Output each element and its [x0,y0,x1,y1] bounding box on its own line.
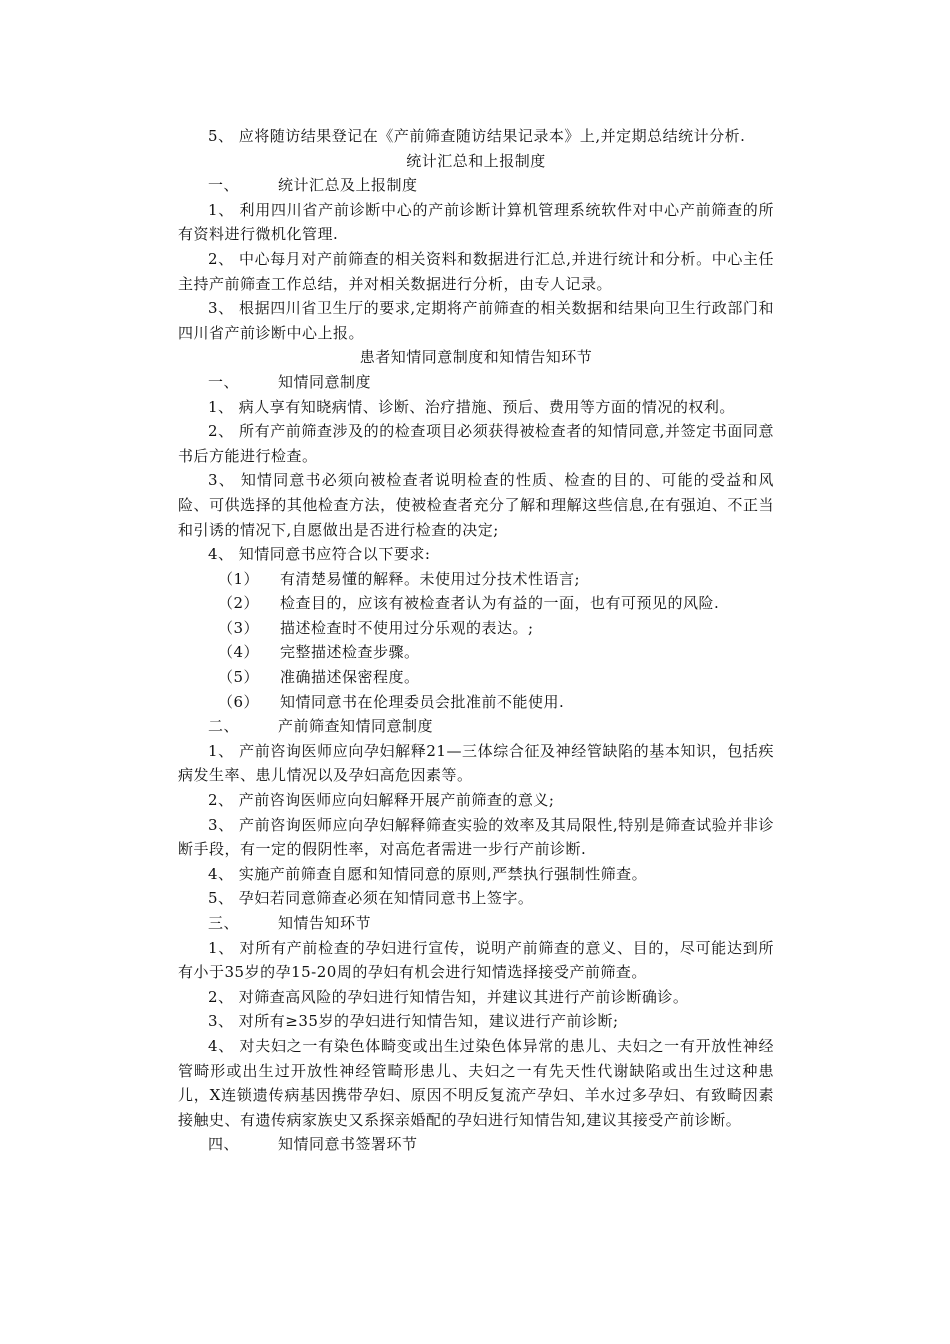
paragraph-screening-5: 5、 孕妇若同意筛查必须在知情同意书上签字。 [208,889,534,908]
paragraph-consent-3: 3、 知情同意书必须向被检查者说明检查的性质、检查的目的、可能的受益和风险、可供选择的其他检查方法，使被检查者充分了解和理解这些信息,在有强迫、不正当和引诱的情况下,自愿做出是否进行检查的决定; [178,471,774,539]
list-item-requirement-2: （2） 检查目的，应该有被检查者认为有益的一面，也有可预见的风险. [218,594,720,613]
paragraph-screening-2: 2、 产前咨询医师应向妇解释开展产前筛查的意义; [208,791,555,810]
heading-statistics-reporting: 统计汇总和上报制度 [406,151,546,170]
section-1-consent-system: 一、 知情同意制度 [208,372,372,391]
list-item-requirement-3: （3） 描述检查时不使用过分乐观的表达。; [218,618,534,637]
paragraph-screening-1: 1、 产前咨询医师应向孕妇解释21—三体综合征及神经管缺陷的基本知识，包括疾病发生率、患儿情况以及孕妇高危因素等。 [178,741,774,785]
section-2-screening-consent: 二、 产前筛查知情同意制度 [208,717,434,736]
section-4-signing: 四、 知情同意书签署环节 [208,1135,418,1154]
list-item-requirement-6: （6） 知情同意书在伦理委员会批准前不能使用. [218,692,565,711]
heading-informed-consent: 患者知情同意制度和知情告知环节 [359,348,593,367]
list-item-requirement-1: （1） 有清楚易懂的解释。未使用过分技术性语言; [218,569,581,588]
paragraph-notify-3: 3、 对所有≥35岁的孕妇进行知情告知，建议进行产前诊断; [208,1012,619,1031]
paragraph-stat-1: 1、 利用四川省产前诊断中心的产前诊断计算机管理系统软件对中心产前筛查的所有资料进行微机化管理. [178,200,774,244]
paragraph-stat-3: 3、 根据四川省卫生厅的要求,定期将产前筛查的相关数据和结果向卫生行政部门和四川省产前诊断中心上报。 [178,299,774,342]
paragraph-notify-4: 4、 对夫妇之一有染色体畸变或出生过染色体异常的患儿、夫妇之一有开放性神经管畸形或出生过开放性神经管畸形患儿、夫妇之一有先天性代谢缺陷或出生过这种患儿，X连锁遗传病基因携带孕妇、原因不明反复流产孕妇、羊水过多孕妇、有致畸因素接触史、有遗传病家族史又系探亲婚配的孕妇进行知情告知,建议其接受产前诊断。 [178,1036,774,1129]
paragraph-stat-2: 2、 中心每月对产前筛查的相关资料和数据进行汇总,并进行统计和分析。中心主任主持产前筛查工作总结，并对相关数据进行分析，由专人记录。 [178,249,774,293]
paragraph-notify-2: 2、 对筛查高风险的孕妇进行知情告知，并建议其进行产前诊断确诊。 [208,987,689,1006]
section-3-notification: 三、 知情告知环节 [208,914,372,932]
paragraph-consent-1: 1、 病人享有知晓病情、诊断、治疗措施、预后、费用等方面的情况的权利。 [208,397,735,416]
paragraph-screening-4: 4、 实施产前筛查自愿和知情同意的原则,严禁执行强制性筛查。 [208,864,648,883]
paragraph-notify-1: 1、 对所有产前检查的孕妇进行宣传，说明产前筛查的意义、目的，尽可能达到所有小于35岁的孕15-20周的孕妇有机会进行知情选择接受产前筛查。 [178,938,774,982]
paragraph-screening-3: 3、 产前咨询医师应向孕妇解释筛查实验的效率及其局限性,特别是筛查试验并非诊断手段，有一定的假阴性率，对高危者需进一步行产前诊断. [178,815,774,859]
list-item-requirement-4: （4） 完整描述检查步骤。 [218,643,420,662]
paragraph-5-followup-record: 5、 应将随访结果登记在《产前筛查随访结果记录本》上,并定期总结统计分析. [208,127,746,145]
paragraph-consent-2: 2、 所有产前筛查涉及的的检查项目必须获得被检查者的知情同意,并签定书面同意书后方能进行检查。 [178,422,774,465]
document-body [178,124,774,1157]
section-1-statistics: 一、 统计汇总及上报制度 [208,176,418,195]
paragraph-consent-4: 4、 知情同意书应符合以下要求: [208,545,431,564]
list-item-requirement-5: （5） 准确描述保密程度。 [218,668,420,687]
